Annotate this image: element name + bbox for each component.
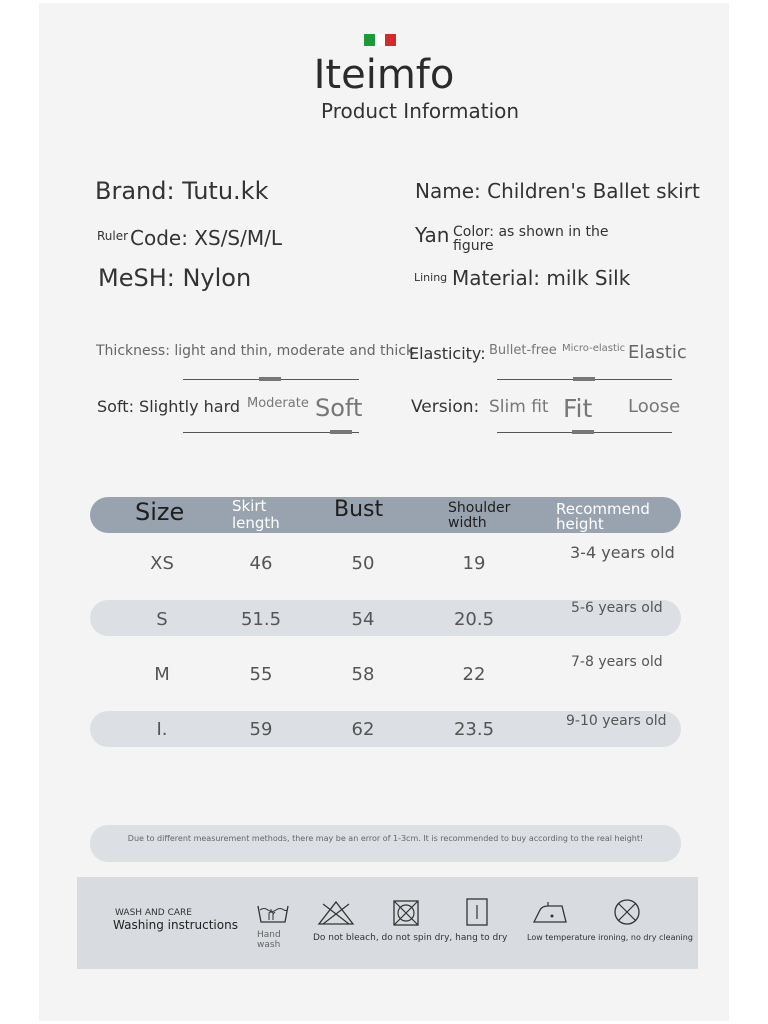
table-cell-size: M — [154, 664, 170, 685]
table-cell-skirt: 55 — [249, 664, 273, 685]
header-shoulder-line2: width — [448, 515, 487, 531]
mesh-text: MeSH: Nylon — [98, 264, 252, 292]
elasticity-opt1: Bullet-free — [489, 343, 557, 358]
version-indicator — [572, 430, 594, 434]
code-prefix: Ruler — [97, 229, 129, 243]
version-label: Version: — [411, 397, 480, 417]
flag-white-stripe — [375, 34, 386, 46]
version-opt3: Loose — [628, 396, 681, 417]
material-text: Material: milk Silk — [452, 266, 631, 290]
page-subtitle: Product Information — [321, 99, 520, 123]
italy-flag-icon — [364, 34, 396, 46]
header-height-line2: height — [556, 515, 604, 533]
page-title: Iteimfo — [313, 52, 455, 98]
flag-green-stripe — [364, 34, 375, 46]
header-bust: Bust — [334, 497, 384, 522]
table-cell-bust: 62 — [351, 719, 375, 740]
care-title-small: WASH AND CARE — [115, 908, 192, 918]
table-cell-skirt: 51.5 — [240, 609, 282, 630]
table-cell-size: S — [156, 609, 168, 630]
header-shoulder-line1: Shoulder — [448, 500, 511, 516]
hand-wash-label-line1: Hand — [257, 930, 281, 940]
version-opt1: Slim fit — [489, 397, 549, 417]
dry-instructions: Do not bleach, do not spin dry, hang to dry — [313, 933, 508, 943]
flag-red-stripe — [385, 34, 396, 46]
elasticity-label: Elasticity: — [409, 344, 486, 363]
table-cell-height: 9-10 years old — [566, 713, 667, 729]
table-cell-skirt: 59 — [249, 719, 273, 740]
table-cell-height: 5-6 years old — [571, 600, 663, 616]
header-size: Size — [135, 498, 185, 526]
no-dry-clean-icon — [612, 897, 642, 927]
soft-opt2: Moderate — [247, 396, 309, 411]
header-skirt-line1: Skirt — [232, 497, 267, 515]
table-cell-shoulder: 22 — [462, 664, 486, 685]
code-text: Code: XS/S/M/L — [130, 226, 283, 250]
table-cell-height: 3-4 years old — [570, 543, 675, 562]
table-cell-bust: 58 — [351, 664, 375, 685]
hang-dry-icon — [465, 897, 489, 927]
table-cell-shoulder: 19 — [462, 553, 486, 574]
table-cell-skirt: 46 — [249, 553, 273, 574]
soft-opt3: Soft — [315, 394, 363, 422]
version-opt2: Fit — [563, 394, 593, 423]
table-cell-size: XS — [150, 553, 174, 574]
iron-instructions: Low temperature ironing, no dry cleaning — [527, 933, 693, 942]
material-prefix: Lining — [414, 271, 448, 284]
measurement-note: Due to different measurement methods, there may be an error of 1-3cm. It is recommended to buy according to the real height! — [127, 834, 644, 843]
care-title: Washing instructions — [113, 918, 238, 932]
soft-label: Soft: Slightly hard — [97, 397, 241, 416]
color-prefix: Yan — [415, 223, 450, 247]
brand-text: Brand: Tutu.kk — [95, 177, 269, 205]
table-cell-shoulder: 23.5 — [453, 719, 495, 740]
table-cell-height: 7-8 years old — [571, 654, 663, 670]
thickness-label: Thickness: light and thin, moderate and thick — [96, 343, 415, 359]
elasticity-opt2: Micro-elastic — [562, 343, 626, 354]
color-line2: figure — [453, 238, 494, 254]
no-bleach-icon — [317, 900, 355, 926]
measurement-note-background — [90, 825, 681, 862]
elasticity-indicator — [573, 377, 595, 381]
soft-indicator — [330, 430, 352, 434]
thickness-indicator — [259, 377, 281, 381]
hand-wash-label-line2: wash — [257, 940, 281, 950]
name-text: Name: Children's Ballet skirt — [415, 179, 700, 203]
table-cell-bust: 50 — [351, 553, 375, 574]
header-height-line1: Recommend — [556, 500, 650, 518]
elasticity-opt3: Elastic — [628, 342, 687, 363]
low-iron-icon — [532, 900, 572, 926]
no-tumble-dry-icon — [392, 899, 420, 927]
table-cell-shoulder: 20.5 — [453, 609, 495, 630]
color-line1: Color: as shown in the — [453, 224, 609, 240]
table-cell-bust: 54 — [351, 609, 375, 630]
hand-wash-icon — [256, 900, 290, 928]
table-cell-size: I. — [156, 719, 168, 740]
header-skirt-line2: length — [232, 514, 280, 532]
